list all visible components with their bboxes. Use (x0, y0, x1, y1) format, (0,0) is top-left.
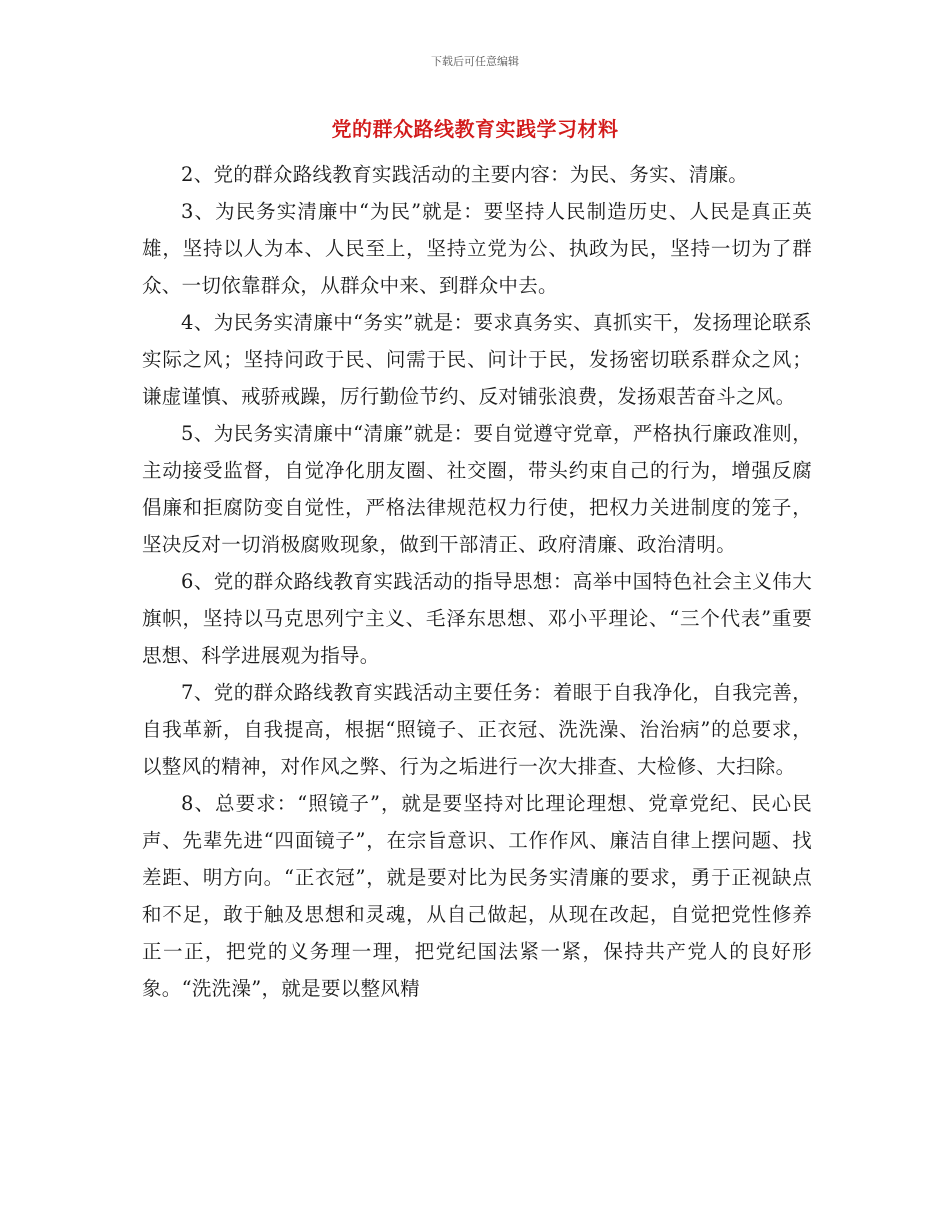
paragraph-2: 2、党的群众路线教育实践活动的主要内容：为民、务实、清廉。 (181, 163, 749, 186)
paragraph-3: 3、为民务实清廉中“为民”就是：要坚持人民制造历史、人民是真正英雄，坚持以人为本、人民至上，坚持立党为公、执政为民，坚持一切为了群众、一切依靠群众，从群众中来、到群众中去。 (142, 200, 812, 297)
paragraph-4: 4、为民务实清廉中“务实”就是：要求真务实、真抓实干，发扬理论联系实际之风；坚持问政于民、问需于民、问计于民，发扬密切联系群众之风；谦虚谨慎、戒骄戒躁，厉行勤俭节约、反对铺张浪费，发扬艰苦奋斗之风。 (142, 311, 812, 408)
paragraph-7: 7、党的群众路线教育实践活动主要任务：着眼于自我净化，自我完善，自我革新，自我提高，根据“照镜子、正衣冠、洗洗澡、治治病”的总要求，以整风的精神，对作风之弊、行为之垢进行一次大排查、大检修、大扫除。 (142, 681, 812, 778)
paragraph-8: 8、总要求：“照镜子”，就是要坚持对比理论理想、党章党纪、民心民声、先辈先进“四面镜子”，在宗旨意识、工作作风、廉洁自律上摆问题、找差距、明方向。“正衣冠”，就是要对比为民务实清廉的要求，勇于正视缺点和不足，敢于触及思想和灵魂，从自己做起，从现在改起，自觉把党性修养正一正，把党的义务理一理，把党纪国法紧一紧，保持共产党人的良好形象。“洗洗澡”，就是要以整风精 (142, 792, 812, 1000)
document-body (142, 156, 812, 1007)
paragraph-5: 5、为民务实清廉中“清廉”就是：要自觉遵守党章，严格执行廉政准则，主动接受监督，自觉净化朋友圈、社交圈，带头约束自己的行为，增强反腐倡廉和拒腐防变自觉性，严格法律规范权力行使，把权力关进制度的笼子，坚决反对一切消极腐败现象，做到干部清正、政府清廉、政治清明。 (142, 422, 812, 556)
page-header: 下载后可任意编辑 (431, 55, 519, 68)
paragraph-6: 6、党的群众路线教育实践活动的指导思想：高举中国特色社会主义伟大旗帜，坚持以马克思列宁主义、毛泽东思想、邓小平理论、“三个代表”重要思想、科学进展观为指导。 (142, 570, 812, 667)
document-title: 党的群众路线教育实践学习材料 (331, 117, 619, 141)
